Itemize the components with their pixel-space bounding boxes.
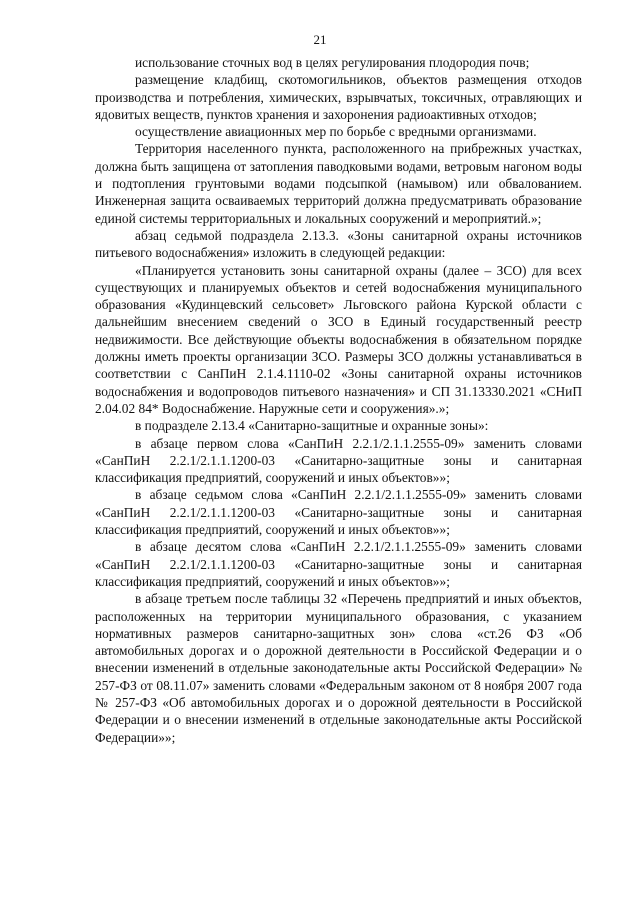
paragraph-9: в абзаце седьмом слова «СанПиН 2.2.1/2.1.1.2555-09» заменить словами «СанПиН 2.2.1/2.1.1.1200-03 «Санитарно-защитные зоны и санитарная классификация предприятий, сооружений и иных объектов»»; [95,487,582,538]
paragraph-5: абзац седьмой подраздела 2.13.3. «Зоны санитарной охраны источников питьевого водоснабжения» изложить в следующей редакции: [95,227,582,261]
paragraph-11: в абзаце третьем после таблицы 32 «Перечень предприятий и иных объектов, расположенных на территории муниципального образования, с указанием нормативных размеров санитарно-защитных зон» слова «ст.26 ФЗ «Об автомобильных дорогах и о дорожной деятельности в Российской Федерации и о внесении изменений в отдельные законодательные акты Российской Федерации» № 257-ФЗ от 08.11.07» заменить словами «Федеральным законом от 8 ноября 2007 года № 257-ФЗ «Об автомобильных дорогах и о дорожной деятельности в Российской Федерации и о внесении изменений в отдельные законодательные акты Российской Федерации»»; [95,591,582,745]
paragraph-1: использование сточных вод в целях регулирования плодородия почв; [135,55,530,70]
paragraph-8: в абзаце первом слова «СанПиН 2.2.1/2.1.1.2555-09» заменить словами «СанПиН 2.2.1/2.1.1.1200-03 «Санитарно-защитные зоны и санитарная классификация предприятий, сооружений и иных объектов»»; [95,435,582,486]
paragraph-6: «Планируется установить зоны санитарной охраны (далее – ЗСО) для всех существующих и планируемых объектов и сетей водоснабжения муниципального образования «Кудинцевский сельсовет» Льговского района Курской области с дальнейшим внесением сведений о ЗСО в Единый государственный реестр недвижимости. Все действующие объекты водоснабжения в обязательном порядке должны иметь проекты организации ЗСО. Размеры ЗСО должны устанавливаться в соответствии с СанПиН 2.1.4.1110-02 «Зоны санитарной охраны источников водоснабжения и водопроводов питьевого назначения» и СП 31.13330.2021 «СНиП 2.04.02 84* Водоснабжение. Наружные сети и сооружения».»; [95,262,582,416]
paragraph-3: осуществление авиационных мер по борьбе с вредными организмами. [135,124,537,140]
page-number: 21 [313,32,327,47]
paragraph-4: Территория населенного пункта, расположенного на прибрежных участках, должна быть защищена от затопления паводковыми водами, ветровым нагоном воды и подтопления грунтовыми водами подсыпкой (намывом) или обвалованием. Инженерная защита осваиваемых территорий должна предусматривать образование единой системы территориальных и локальных сооружений и мероприятий.»; [95,141,582,226]
paragraph-7: в подразделе 2.13.4 «Санитарно-защитные и охранные зоны»: [135,418,489,434]
document-body [95,54,582,746]
paragraph-10: в абзаце десятом слова «СанПиН 2.2.1/2.1.1.2555-09» заменить словами «СанПиН 2.2.1/2.1.1.1200-03 «Санитарно-защитные зоны и санитарная классификация предприятий, сооружений и иных объектов»»; [95,539,582,589]
paragraph-2: размещение кладбищ, скотомогильников, объектов размещения отходов производства и потребления, химических, взрывчатых, токсичных, отравляющих и ядовитых веществ, пунктов хранения и захоронения радиоактивных отходов; [95,72,582,122]
